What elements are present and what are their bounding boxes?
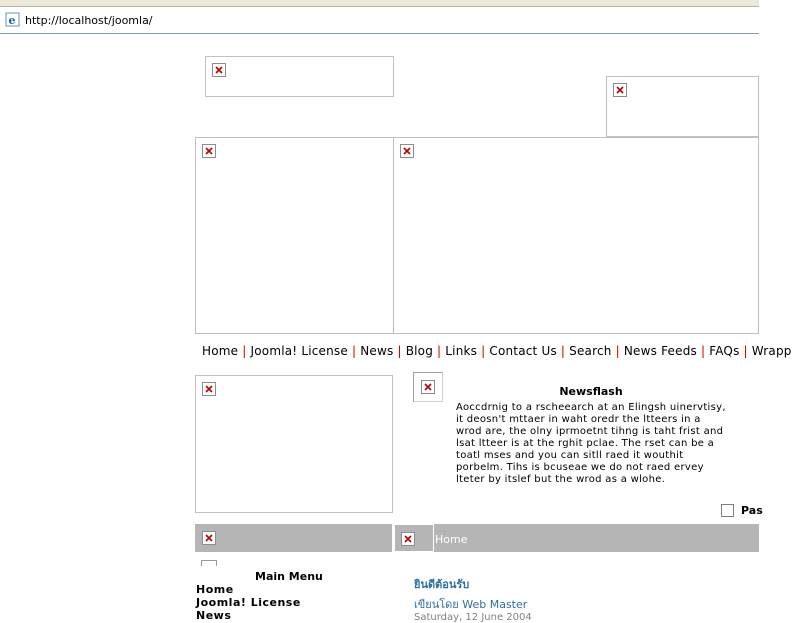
nav-joomla-license[interactable]: Joomla! License [250,344,348,358]
nav-links[interactable]: Links [445,344,478,358]
breadcrumb[interactable]: Home [435,533,468,546]
nav-news[interactable]: News [360,344,394,358]
menu-header-image [201,560,217,566]
nav-separator: | [615,344,620,358]
left-column-image [195,375,393,513]
broken-image-icon [202,531,216,545]
newsflash-title: Newsflash [559,385,623,398]
address-bar[interactable] [0,7,759,34]
top-navigation [198,344,796,358]
broken-image-icon [613,83,627,97]
newsflash-text: Aoccdrnig to a rscheearch at an Elingsh uinervtisy, it deosn't mttaer in waht oredr the ltteers in a wrod are, the olny iprmoetnt tihng is taht frist and lsat ltteer is at the rghit pclae. The rset can be a toatl mses and you can sitll raed it wouthit porbelm. Tihs is bcuseae we do not raed ervey lteter by itslef but the wrod as a wlohe. [456,402,726,485]
broken-image-icon [400,144,414,158]
header-right-image [606,76,759,137]
nav-separator: | [700,344,706,358]
bar-left-image [196,526,218,550]
nav-separator: | [351,344,357,358]
article-author: เขียนโดย Web Master [414,598,528,611]
main-menu-news[interactable]: News [196,609,232,622]
header-left-image [195,137,394,334]
ie-page-icon [5,12,20,27]
broken-image-icon [421,380,435,394]
nav-separator: | [397,344,402,358]
nav-wrapper[interactable]: Wrapp [751,344,792,358]
logo-image [205,56,394,97]
header-banner-image [393,137,759,334]
main-menu-home[interactable]: Home [196,583,234,596]
main-menu-joomla-license[interactable]: Joomla! License [196,596,301,609]
main-menu-title: Main Menu [255,570,323,583]
nav-separator: | [560,344,566,358]
newsflash-image [413,372,443,402]
broken-image-icon [202,144,216,158]
broken-image-icon [202,382,216,396]
browser-toolbar [0,0,759,7]
nav-separator: | [242,344,247,358]
nav-separator: | [481,344,486,358]
nav-blog[interactable]: Blog [405,344,434,358]
nav-news-feeds[interactable]: News Feeds [623,344,697,358]
nav-separator: | [743,344,748,358]
broken-image-icon [212,63,226,77]
article-title[interactable]: ยินดีต้อนรับ [414,578,470,591]
pathway-bar [195,524,759,552]
nav-search[interactable]: Search [569,344,612,358]
nav-home[interactable]: Home [202,344,239,358]
remember-label: Pas [741,504,763,517]
article-date: Saturday, 12 June 2004 [414,612,532,623]
broken-image-icon [401,532,415,546]
bar-right-image [394,524,434,552]
svg-text:e: e [8,14,16,27]
nav-faqs[interactable]: FAQs [709,344,740,358]
nav-contact-us[interactable]: Contact Us [489,344,557,358]
nav-separator: | [437,344,442,358]
remember-checkbox[interactable] [721,504,734,517]
address-url[interactable]: http://localhost/joomla/ [25,14,153,27]
